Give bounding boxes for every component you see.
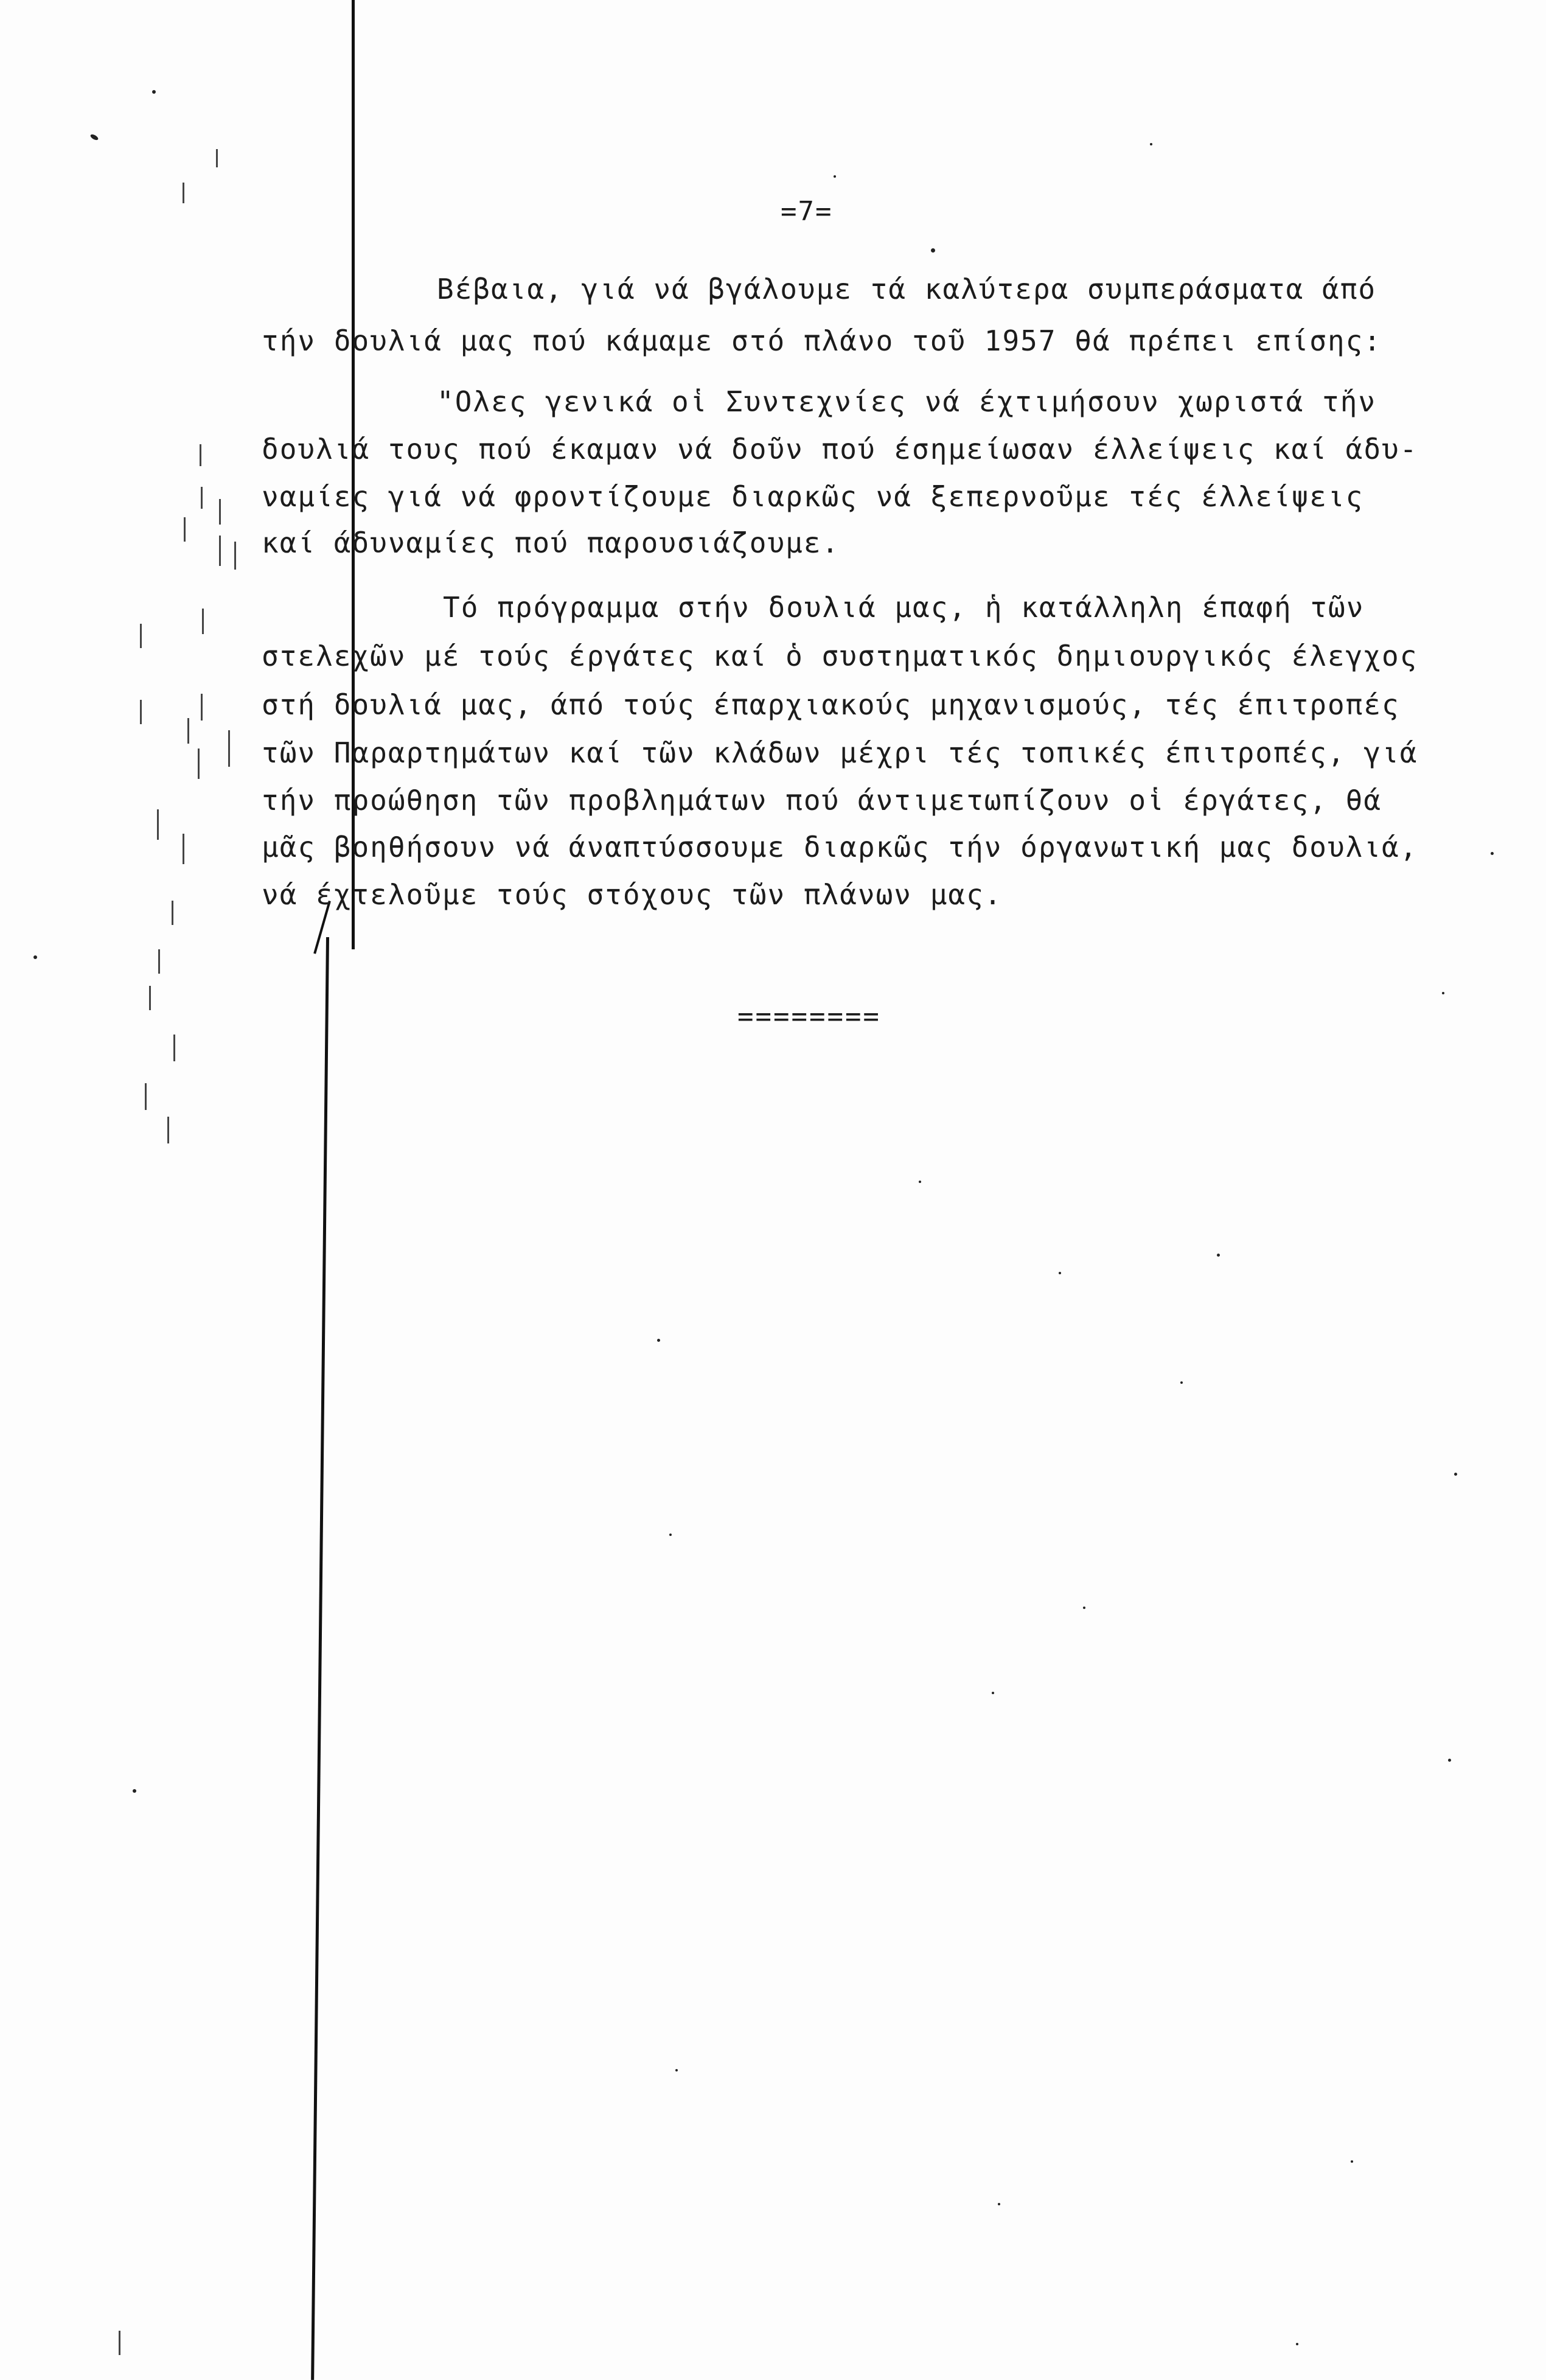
text-line: τῶν Παραρτημάτων καί τῶν κλάδων μέχρι τές τοπικές έπιτροπές, γιά [262,736,1418,769]
text-line: τήν προώθηση τῶν προβλημάτων πού άντιμετωπίζουν οἱ έργάτες, θά [262,784,1382,817]
margin-tick [202,609,204,634]
scan-speck [1448,1759,1451,1762]
margin-tick [172,901,173,925]
scan-speck [1442,992,1444,994]
scan-speck [1083,1607,1085,1609]
scan-speck [1454,1473,1457,1476]
margin-tick [119,2331,120,2355]
scan-speck [992,1692,994,1694]
margin-tick [201,694,203,721]
margin-tick [149,986,151,1010]
scan-speck [89,133,99,141]
text-line: νά έχτελοῦμε τούς στόχους τῶν πλάνων μας. [262,878,1003,911]
margin-tick [228,730,230,767]
margin-tick [216,149,218,167]
text-line: στή δουλιά μας, άπό τούς έπαρχιακούς μηχανισμούς, τές έπιτροπές [262,688,1400,721]
margin-tick [183,834,184,864]
scan-speck [33,955,37,959]
margin-tick [167,1117,169,1143]
text-line: "Ολες γενικά οἱ Συντεχνίες νά έχτιμήσουν χωριστά τήν [437,385,1377,418]
scan-speck [1296,2343,1298,2345]
text-line: δουλιά τους πού έκαμαν νά δοῦν πού έσημείωσαν έλλείψεις καί άδυ- [262,433,1418,466]
text-line: τήν δουλιά μας πού κάμαμε στό πλάνο τοῦ 1957 θά πρέπει επίσης: [262,324,1382,357]
margin-tick [234,542,236,570]
margin-tick [219,499,221,525]
scan-speck [919,1181,921,1183]
text-line: καί άδυναμίες πού παρουσιάζουμε. [262,526,840,559]
scan-speck [669,1534,672,1536]
scan-speck [1351,2160,1353,2163]
margin-tick [173,1035,175,1061]
margin-tick [158,949,160,974]
scan-speck [834,175,836,178]
text-line: μᾶς βοηθήσουν νά άναπτύσσουμε διαρκῶς τήν όργανωτική μας δουλιά, [262,831,1418,864]
scan-speck [1491,852,1494,855]
margin-tick [140,624,142,648]
end-of-section-rule: ======== [737,1001,881,1032]
scan-speck [675,2069,678,2071]
text-line: στελεχῶν μέ τούς έργάτες καί ὁ συστηματικός δημιουργικός έλεγχος [262,640,1418,672]
margin-rule-lower [311,937,329,2380]
scan-speck [657,1339,660,1342]
margin-tick [145,1083,147,1110]
scan-speck [1059,1272,1061,1274]
margin-tick [140,700,142,724]
scan-speck [998,2203,1000,2205]
text-line: Τό πρόγραμμα στήν δουλιά μας, ἡ κατάλληλη έπαφή τῶν [443,591,1365,624]
margin-tick [219,536,221,566]
margin-tick [157,809,159,840]
scan-speck [152,90,156,94]
margin-tick [187,718,189,744]
page-number: =7= [781,196,833,227]
scan-speck [1150,143,1152,145]
margin-tick [198,749,200,779]
margin-tick [200,444,201,466]
margin-tick [184,517,186,542]
text-line: ναμίες γιά νά φροντίζουμε διαρκῶς νά ξεπερνοῦμε τές έλλείψεις [262,480,1364,513]
margin-tick [201,487,203,509]
scan-speck [1180,1381,1183,1384]
margin-tick [183,183,184,203]
scan-speck [133,1789,136,1793]
scan-speck [931,248,935,253]
scan-speck [1217,1254,1220,1257]
text-line: Βέβαια, γιά νά βγάλουμε τά καλύτερα συμπεράσματα άπό [437,273,1377,305]
